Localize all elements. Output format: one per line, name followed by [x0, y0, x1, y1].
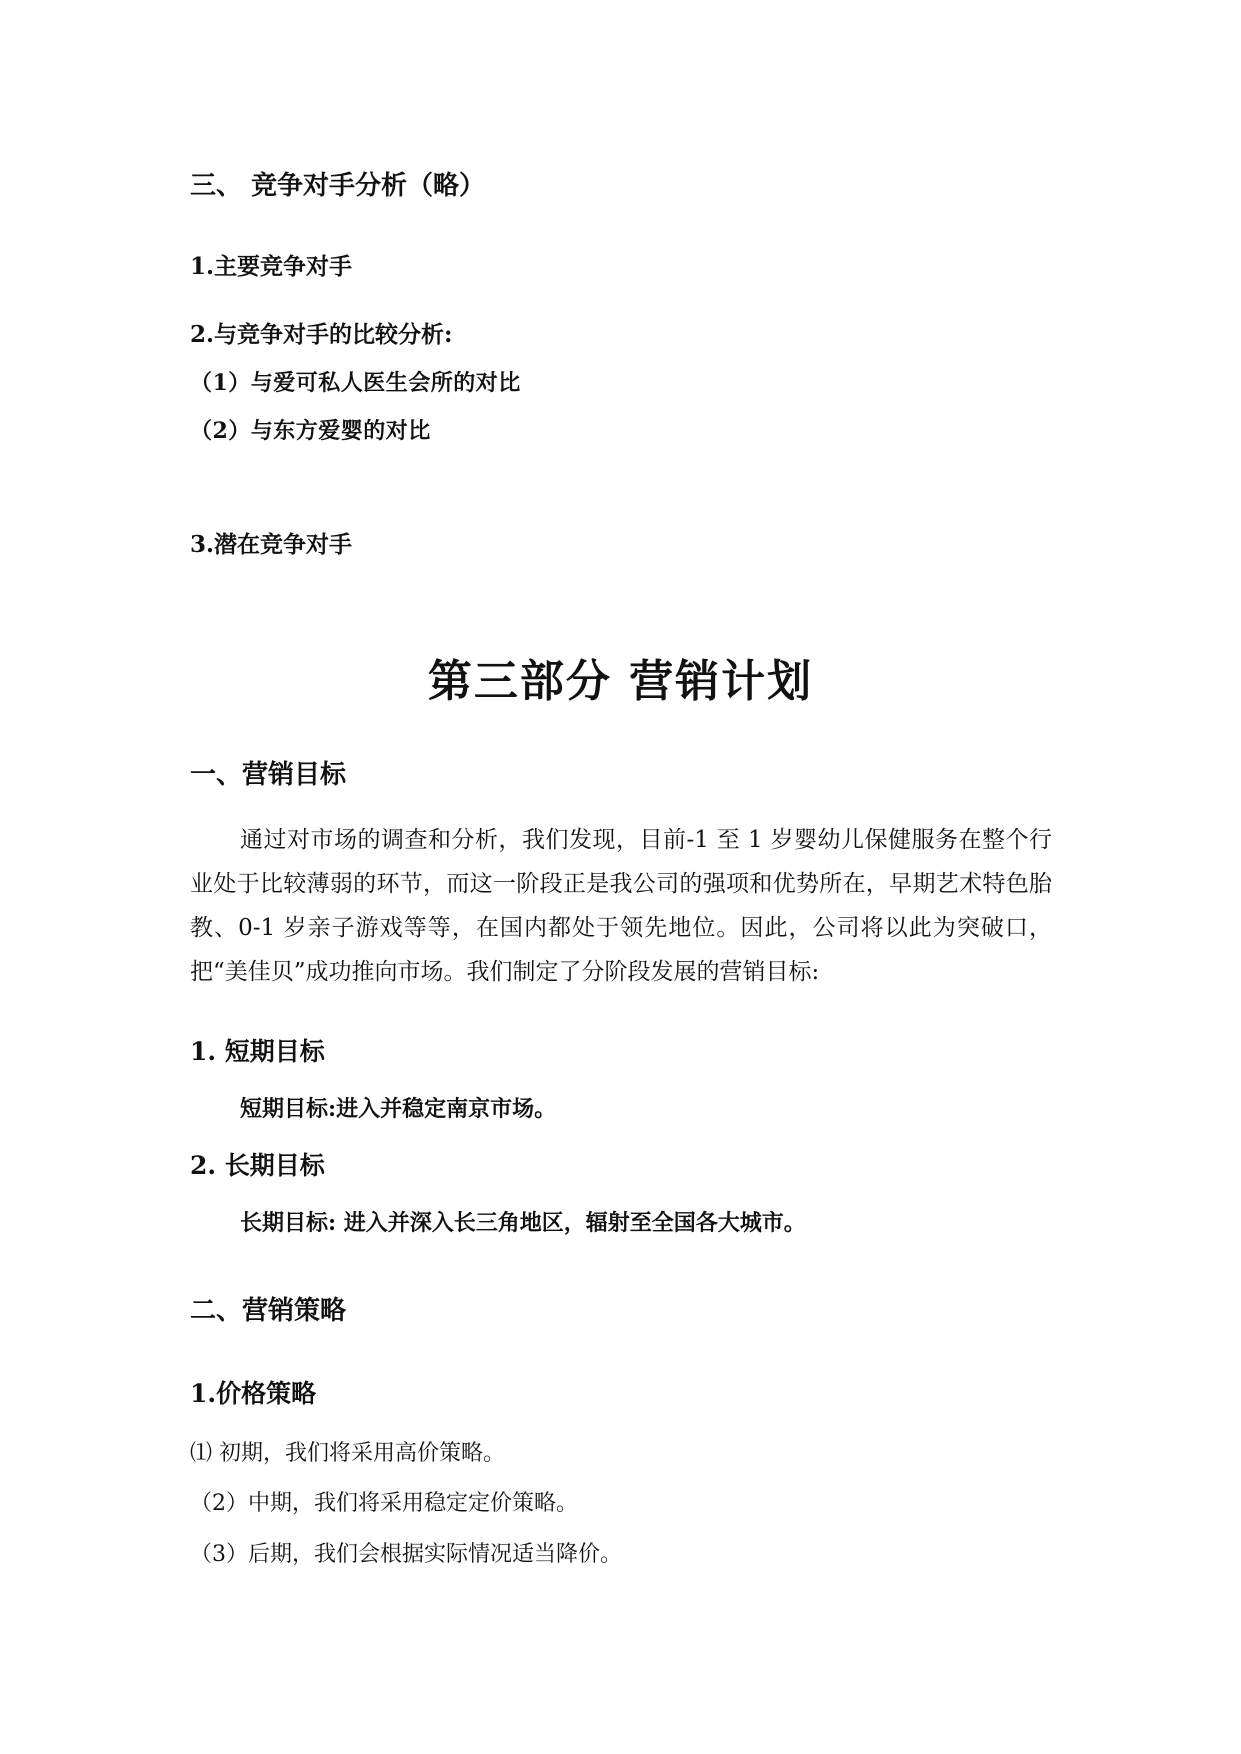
short-term-heading: 1. 短期目标: [190, 1037, 325, 1066]
long-term-text: 长期目标: 进入并深入长三角地区，辐射至全国各大城市。: [240, 1210, 806, 1236]
list-item-potential: 3.潜在竞争对手: [190, 531, 353, 558]
long-term-heading: 2. 长期目标: [190, 1151, 325, 1180]
price-strategy-heading: 1.价格策略: [190, 1379, 317, 1408]
sub-item-2: （2）与东方爱婴的对比: [190, 418, 431, 444]
goals-paragraph: 通过对市场的调查和分析，我们发现，目前-1 至 1 岁婴幼儿保健服务在整个行业处于比较薄弱的环节，而这一阶段正是我公司的强项和优势所在，早期艺术特色胎教、0-1 岁亲子游戏等等，在国内都处于领先地位。因此，公司将以此为突破口，把“美佳贝”成功推向市场。我们制定了分阶段发展的营销目标:: [190, 827, 1052, 985]
part-title: 第三部分 营销计划: [427, 656, 814, 707]
section-heading-strategy: 二、营销策略: [190, 1296, 347, 1326]
sub-item-1: （1）与爱可私人医生会所的对比: [190, 370, 521, 396]
price-item-2: （2）中期，我们将采用稳定定价策略。: [190, 1491, 578, 1516]
price-item-1: ⑴ 初期，我们将采用高价策略。: [190, 1441, 505, 1466]
price-item-3: （3）后期，我们会根据实际情况适当降价。: [190, 1542, 622, 1567]
list-item-comparison: 2.与竞争对手的比较分析:: [190, 321, 453, 348]
section-heading-goals: 一、营销目标: [190, 760, 347, 790]
short-term-text: 短期目标:进入并稳定南京市场。: [240, 1096, 557, 1122]
section-heading-competitor: 三、 竞争对手分析（略）: [190, 171, 486, 201]
list-item-main-competitors: 1.主要竞争对手: [190, 253, 353, 280]
